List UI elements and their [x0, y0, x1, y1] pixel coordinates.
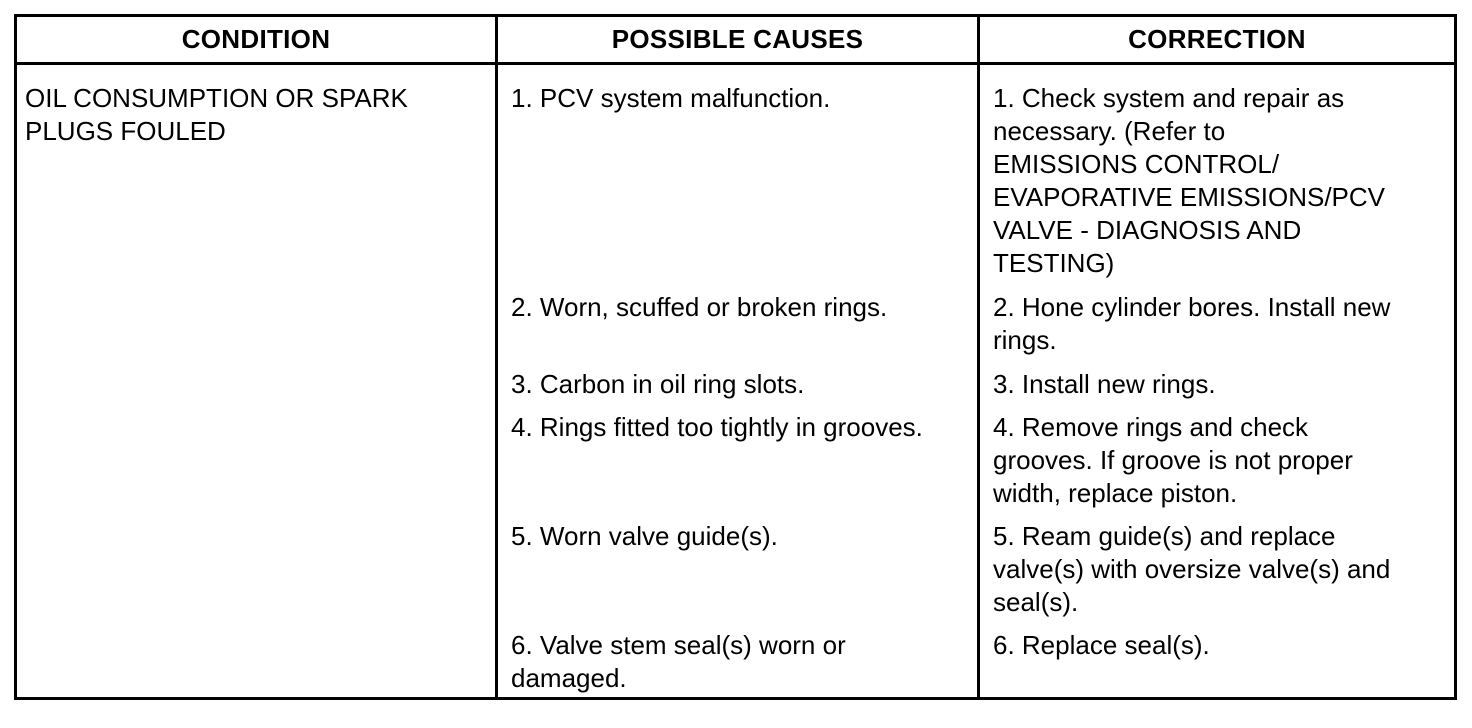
header-correction: CORRECTION — [1128, 24, 1306, 54]
header-possible-causes: POSSIBLE CAUSES — [611, 24, 864, 54]
cause-cell-2: 2. Worn, scuffed or broken rings. — [511, 292, 888, 322]
condition-cell: OIL CONSUMPTION OR SPARK PLUGS FOULED — [25, 83, 408, 146]
column-divider — [977, 17, 980, 697]
cause-cell-1: 1. PCV system malfunction. — [511, 83, 831, 113]
correction-cell-3: 3. Install new rings. — [993, 369, 1216, 399]
cause-cell-3: 3. Carbon in oil ring slots. — [511, 369, 805, 399]
column-divider — [495, 17, 498, 697]
diagnosis-table — [14, 14, 1457, 700]
table-header-row — [17, 17, 1454, 65]
header-condition: CONDITION — [181, 24, 331, 54]
correction-cell-6: 6. Replace seal(s). — [993, 630, 1210, 660]
cause-cell-5: 5. Worn valve guide(s). — [511, 521, 778, 551]
correction-cell-4: 4. Remove rings and check grooves. If groove is not proper width, replace piston. — [993, 412, 1353, 508]
cause-cell-4: 4. Rings fitted too tightly in grooves. — [511, 412, 923, 442]
correction-cell-1: 1. Check system and repair as necessary. (Refer to EMISSIONS CONTROL/ EVAPORATIVE EMISSIONS/PCV VALVE - DIAGNOSIS AND TESTING) — [993, 83, 1386, 278]
correction-cell-5: 5. Ream guide(s) and replace valve(s) with oversize valve(s) and seal(s). — [993, 521, 1391, 617]
cause-cell-6: 6. Valve stem seal(s) worn or damaged. — [511, 630, 846, 693]
correction-cell-2: 2. Hone cylinder bores. Install new rings. — [993, 292, 1391, 355]
